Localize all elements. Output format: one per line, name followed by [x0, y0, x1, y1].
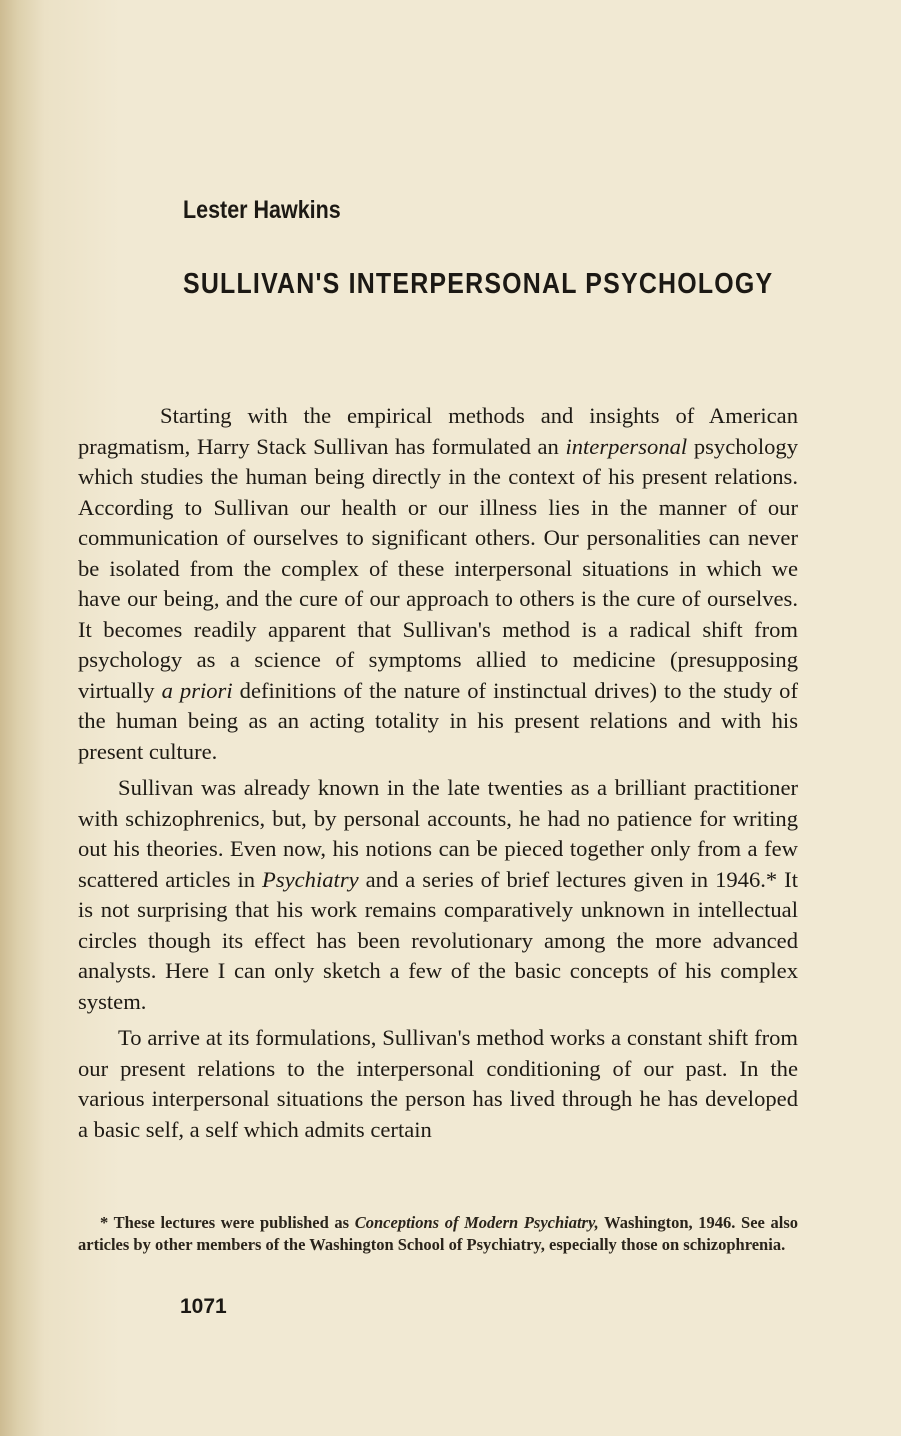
- page-number: 1071: [180, 1295, 227, 1318]
- paragraph-2: [78, 773, 798, 1017]
- paragraph-2-text-a: Sullivan was already known in the late twenties as a brilliant practitioner with schizophrenics, but, by personal accounts, he had no patience for writing out his theories. Even now, his notions can be pieced together only from a few scattered articles in: [78, 775, 798, 892]
- footnote: [78, 1212, 798, 1256]
- paragraph-1-italic-interpersonal: interpersonal: [565, 433, 688, 459]
- paragraph-1-text-e: definitions of the nature of instinctual drives) to the study of the human being as an acting totality in his present relations and with his present culture.: [78, 677, 799, 764]
- paragraph-1-italic-a-priori: a priori: [161, 677, 233, 703]
- paragraph-1-text-c: psychology which studies the human being directly in the context of his present relations. According to Sullivan our health or our illness lies in the manner of our communication of ourselves to significant others. Our personalities can never be isolated from the complex of these interpersonal situations in which we have our being, and the cure of our approach to others is the cure of ourselves. It becomes readily apparent that Sullivan's method is a radical shift from psychology as a science of symptoms allied to medicine (presupposing virtually: [78, 433, 799, 703]
- footnote-text-c: Washington, 1946. See also articles by other members of the Washington School of Psychiatry, especially those on schizophrenia.: [78, 1213, 798, 1254]
- article-body: [78, 401, 798, 1151]
- author-name: Lester Hawkins: [183, 196, 341, 224]
- footnote-text-a: * These lectures were published as: [100, 1213, 355, 1232]
- footnote-italic-title: Conceptions of Modern Psychiatry,: [354, 1213, 599, 1232]
- paragraph-1: [78, 401, 798, 767]
- paragraph-3: To arrive at its formulations, Sullivan's method works a constant shift from our present relations to the interpersonal conditioning of our past. In the various interpersonal situations the person has lived through he has developed a basic self, a self which admits certain: [78, 1025, 798, 1142]
- paragraph-1-text-a: Starting with the empirical methods and insights of American pragmatism, Harry Stack Sullivan has formulated an: [78, 403, 798, 459]
- paragraph-2-italic-psychiatry: Psychiatry: [262, 866, 359, 892]
- article-title: SULLIVAN'S INTERPERSONAL PSYCHOLOGY: [183, 268, 774, 300]
- paragraph-2-text-c: and a series of brief lectures given in 1946.* It is not surprising that his work remains comparatively unknown in intellectual circles though its effect has been revolutionary among the more advanced analysts. Here I can only sketch a few of the basic concepts of his complex system.: [78, 866, 798, 1014]
